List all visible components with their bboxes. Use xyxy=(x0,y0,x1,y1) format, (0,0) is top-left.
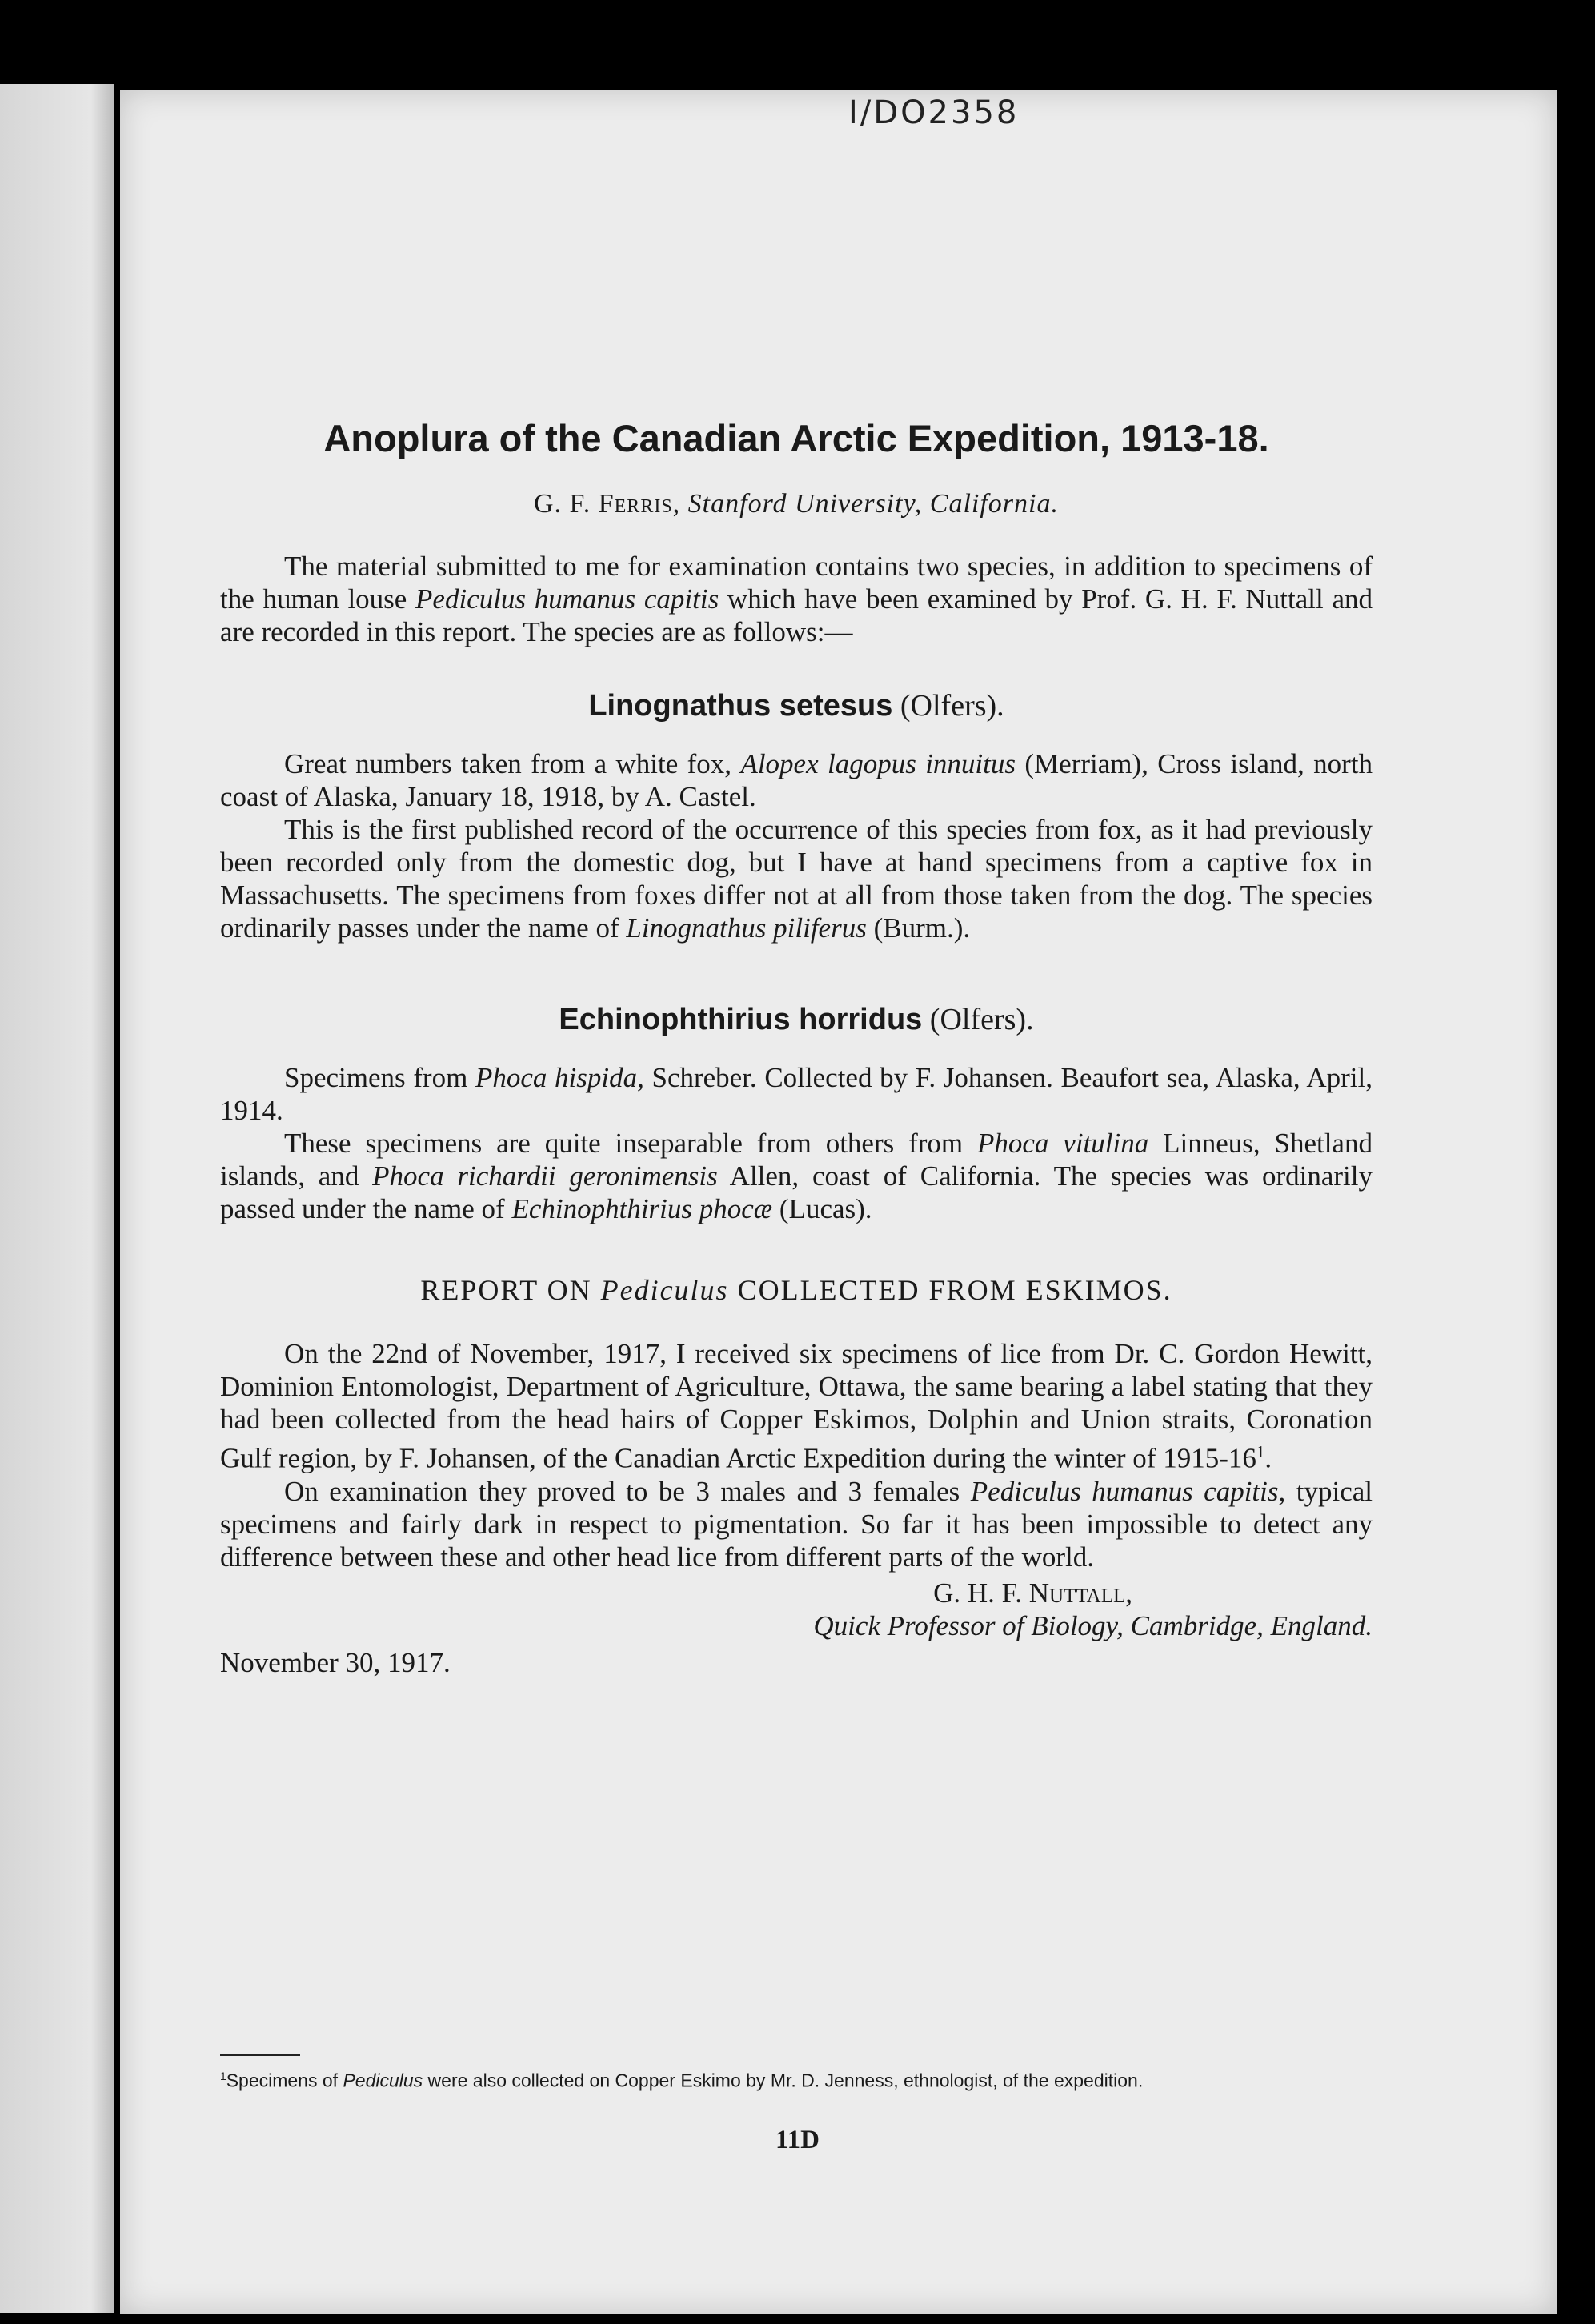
signature-name xyxy=(220,1577,1373,1609)
species-name: Phoca hispida, xyxy=(475,1062,644,1093)
intro-paragraph xyxy=(220,550,1373,648)
article-body xyxy=(220,416,1373,1679)
signature-title xyxy=(220,1609,1373,1642)
author-name: G. F. Ferris, xyxy=(534,489,681,519)
footnote-marker: 1 xyxy=(220,2070,226,2082)
text-run: . xyxy=(1264,1442,1272,1474)
byline xyxy=(220,489,1373,519)
species-name: Linognathus piliferus xyxy=(626,912,867,944)
report-date: November 30, 1917. xyxy=(220,1646,451,1678)
species-name: Echinophthirius phocæ xyxy=(511,1193,773,1224)
echinophthirius-paragraph-2 xyxy=(220,1127,1373,1225)
text-run: Specimens from xyxy=(284,1062,475,1093)
species-name: Alopex lagopus innuitus xyxy=(740,748,1016,779)
section-species-name: Echinophthirius horridus xyxy=(559,1003,923,1036)
adjacent-page-edge xyxy=(0,84,114,2313)
scan-mark: I/DO2358 xyxy=(848,94,1020,131)
text-run: typical specimens and fairly dark in respect to pigmentation. So far it has been impossible to detect any difference between these and other head lice from different parts of the world. xyxy=(220,1475,1373,1573)
report-heading xyxy=(220,1273,1373,1307)
section-species-authority: (Olfers). xyxy=(929,1003,1034,1036)
linognathus-paragraph-2 xyxy=(220,813,1373,944)
echinophthirius-paragraph-1 xyxy=(220,1061,1373,1127)
intro-text-2: which have been examined by Prof. G. H. F. Nuttall and are recorded in this report. The species are as follows:— xyxy=(220,583,1373,647)
report-paragraph-1 xyxy=(220,1337,1373,1475)
text-run: (Merriam), Cross island, north coast of Alaska, January 18, 1918, by A. Castel. xyxy=(220,748,1373,812)
author-affiliation: Stanford University, California. xyxy=(687,489,1059,519)
text-run: Specimens of xyxy=(226,2070,343,2091)
report-paragraph-2 xyxy=(220,1475,1373,1573)
footnote-reference: 1 xyxy=(1256,1442,1265,1461)
text-run: COLLECTED FROM ESKIMOS. xyxy=(728,1274,1172,1306)
text-run: Allen, coast of California. The species was ordinarily passed under the name of xyxy=(220,1160,1373,1224)
section-heading-linognathus xyxy=(220,688,1373,723)
text-run: On the 22nd of November, 1917, I received six specimens of lice from Dr. C. Gordon Hewitt, Dominion Entomologist, Department of Agriculture, Ottawa, the same bearing a label stating that they had been collected from the head hairs of Copper Eskimos, Dolphin and Union straits, Coronation Gulf region, by F. Johansen, of the Canadian Arctic Expedition during the winter of 1915-16 xyxy=(220,1338,1373,1474)
species-name: Phoca richardii geronimensis xyxy=(372,1160,718,1192)
text-run: These specimens are quite inseparable from others from xyxy=(284,1128,978,1159)
text-run: (Lucas). xyxy=(772,1193,872,1224)
article-title: Anoplura of the Canadian Arctic Expedition, 1913-18. xyxy=(323,417,1269,459)
text-run: REPORT ON xyxy=(420,1274,601,1306)
text-run: were also collected on Copper Eskimo by Mr. D. Jenness, ethnologist, of the expedition. xyxy=(423,2070,1144,2091)
linognathus-paragraph-1 xyxy=(220,747,1373,813)
section-heading-echinophthirius xyxy=(220,1002,1373,1037)
footnote-rule xyxy=(220,2054,300,2056)
text-run: On examination they proved to be 3 males and 3 females xyxy=(284,1475,971,1507)
signatory-title: Quick Professor of Biology, Cambridge, England. xyxy=(813,1609,1373,1641)
footnote xyxy=(220,2065,1373,2093)
text-run: Great numbers taken from a white fox, xyxy=(284,748,741,779)
species-name: Pediculus humanus capitis, xyxy=(970,1475,1286,1507)
intro-species: Pediculus humanus capitis xyxy=(415,583,719,615)
intro-text-1: The material submitted to me for examination contains two species, in addition to specimens of the human louse xyxy=(220,551,1373,615)
text-run: This is the first published record of the occurrence of this species from fox, as it had previously been recorded only from the domestic dog, but I have at hand specimens from a captive fox in Massachusetts. The specimens from foxes differ not at all from those taken from the dog. The species ordinarily passes under the name of xyxy=(220,814,1373,944)
genus-name: Pediculus xyxy=(343,2070,423,2091)
signatory: G. H. F. Nuttall, xyxy=(933,1577,1132,1609)
page-number: 11D xyxy=(775,2126,820,2154)
text-run: (Burm.). xyxy=(866,912,971,944)
genus-name: Pediculus xyxy=(600,1274,729,1306)
species-name: Phoca vitulina xyxy=(977,1128,1149,1159)
text-run: Schreber. Collected by F. Johansen. Beaufort sea, Alaska, April, 1914. xyxy=(220,1062,1373,1126)
text-run: Linneus, Shetland islands, and xyxy=(220,1128,1373,1192)
section-species-authority: (Olfers). xyxy=(900,689,1004,723)
section-species-name: Linognathus setesus xyxy=(588,689,893,723)
